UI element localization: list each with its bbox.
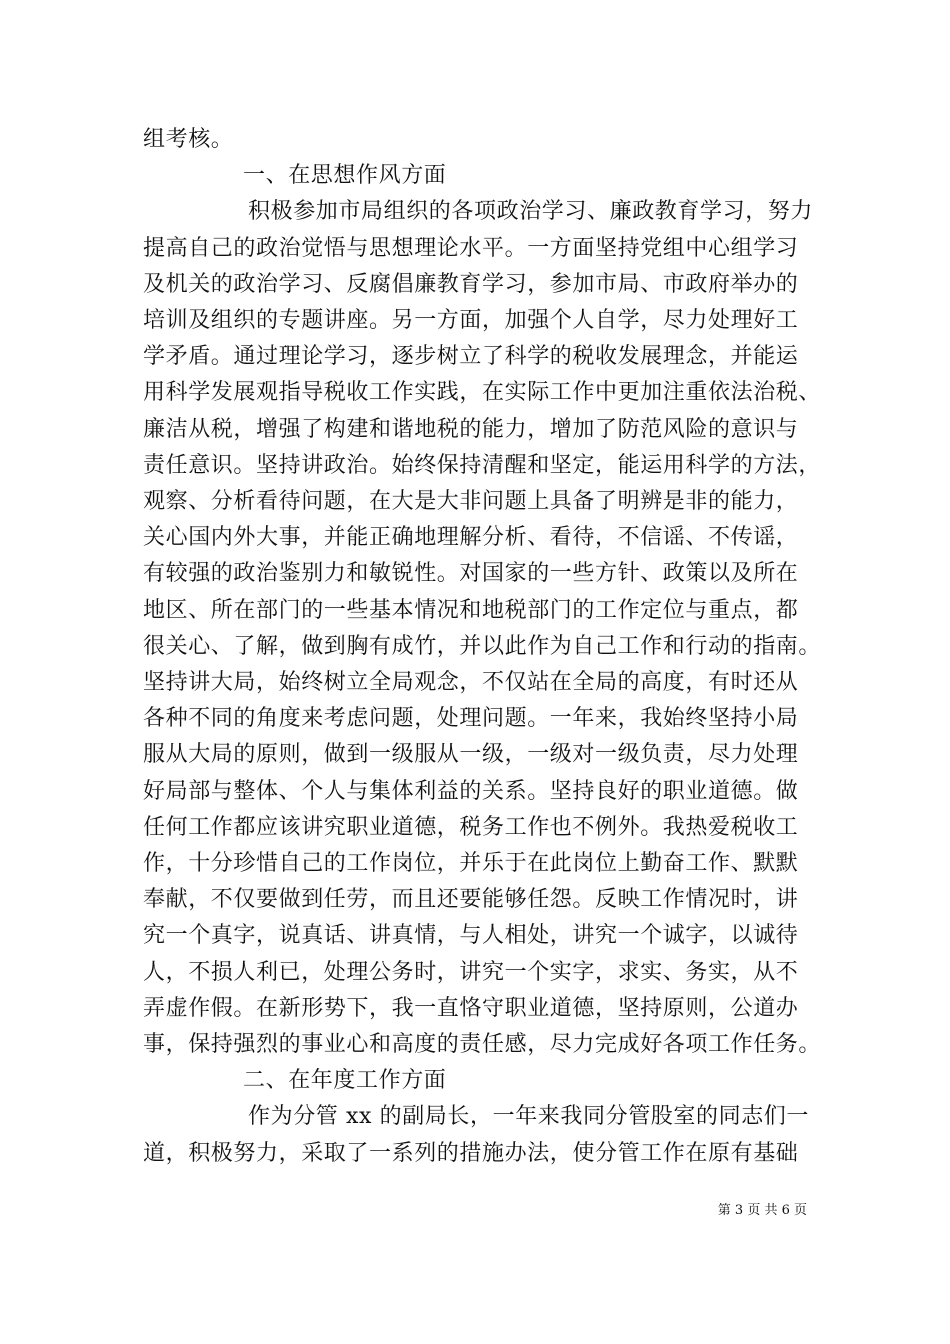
paragraph-line: 提高自己的政治觉悟与思想理论水平。一方面坚持党组中心组学习 [143, 235, 799, 261]
section-heading: 一、在思想作风方面 [243, 163, 447, 189]
paragraph-line: 观察、分析看待问题，在大是大非问题上具备了明辨是非的能力， [143, 489, 799, 514]
paragraph-line: 很关心、了解，做到胸有成竹，并以此作为自己工作和行动的指南。 [143, 633, 822, 659]
paragraph-line: 责任意识。坚持讲政治。始终保持清醒和坚定，能运用科学的方法， [143, 452, 822, 478]
paragraph-line: 各种不同的角度来考虑问题，处理问题。一年来，我始终坚持小局 [143, 706, 799, 732]
paragraph-line: 坚持讲大局，始终树立全局观念，不仅站在全局的高度，有时还从 [143, 670, 799, 695]
paragraph-line: 事，保持强烈的事业心和高度的责任感，尽力完成好各项工作任务。 [143, 1032, 822, 1057]
paragraph-line: 究一个真字，说真话、讲真情，与人相处，讲究一个诚字，以诚待 [143, 923, 799, 949]
paragraph-line: 积极参加市局组织的各项政治学习、廉政教育学习，努力 [248, 199, 814, 225]
paragraph-line: 地区、所在部门的一些基本情况和地税部门的工作定位与重点，都 [143, 597, 799, 623]
paragraph-line: 任何工作都应该讲究职业道德，税务工作也不例外。我热爱税收工 [143, 814, 799, 840]
section-heading: 二、在年度工作方面 [243, 1068, 447, 1094]
paragraph-line: 用科学发展观指导税收工作实践，在实际工作中更加注重依法治税、 [143, 380, 822, 406]
paragraph-line: 作为分管 xx 的副局长，一年来我同分管股室的同志们一 [248, 1104, 810, 1130]
paragraph-line: 道，积极努力，采取了一系列的措施办法，使分管工作在原有基础 [143, 1140, 799, 1166]
paragraph-line: 关心国内外大事，并能正确地理解分析、看待，不信谣、不传谣， [143, 525, 799, 551]
paragraph-line: 及机关的政治学习、反腐倡廉教育学习，参加市局、市政府举办的 [143, 271, 799, 297]
paragraph-line: 服从大局的原则，做到一级服从一级，一级对一级负责，尽力处理 [143, 742, 799, 768]
paragraph-line: 奉献，不仅要做到任劳，而且还要能够任怨。反映工作情况时，讲 [143, 887, 799, 913]
paragraph-line: 有较强的政治鉴别力和敏锐性。对国家的一些方针、政策以及所在 [143, 561, 799, 587]
paragraph-line: 学矛盾。通过理论学习，逐步树立了科学的税收发展理念，并能运 [143, 344, 799, 370]
paragraph-line: 弄虚作假。在新形势下，我一直恪守职业道德，坚持原则，公道办 [143, 995, 799, 1021]
paragraph-line: 作，十分珍惜自己的工作岗位，并乐于在此岗位上勤奋工作、默默 [143, 851, 799, 876]
paragraph-line: 好局部与整体、个人与集体利益的关系。坚持良好的职业道德。做 [143, 778, 799, 804]
paragraph-line: 廉洁从税，增强了构建和谐地税的能力，增加了防范风险的意识与 [143, 416, 799, 442]
paragraph-line: 人，不损人利已，处理公务时，讲究一个实字，求实、务实，从不 [143, 959, 799, 985]
page-number-footer: 第 3 页 共 6 页 [717, 1203, 807, 1218]
paragraph-line: 培训及组织的专题讲座。另一方面，加强个人自学，尽力处理好工 [143, 308, 799, 333]
paragraph-line: 组考核。 [143, 127, 234, 152]
